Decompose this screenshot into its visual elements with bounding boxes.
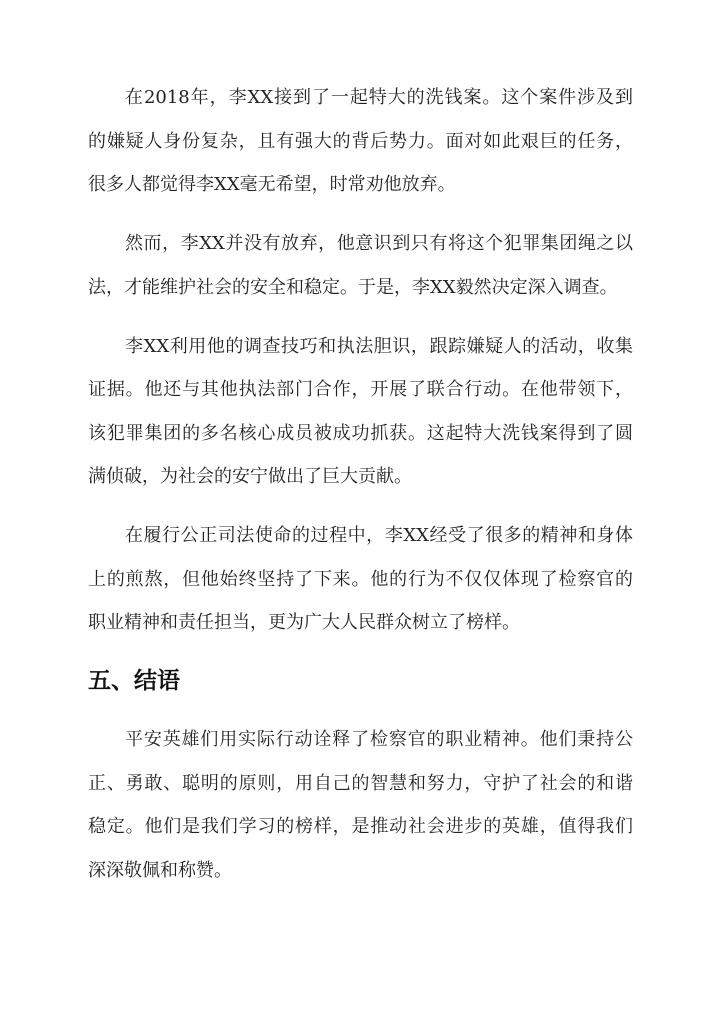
paragraph [88, 76, 633, 207]
text-line: 稳定。他们是我们学习的榜样，是推动社会进步的英雄，值得我们 [88, 816, 633, 837]
text-line: 深深敬佩和称赞。 [88, 859, 232, 881]
text-line: 法，才能维护社会的安全和稳定。于是，李XX毅然决定深入调查。 [88, 276, 618, 298]
body-text-section [88, 76, 633, 645]
paragraph [88, 514, 633, 645]
text-line: 职业精神和责任担当，更为广大人民群众树立了榜样。 [88, 612, 520, 633]
text-line: 证据。他还与其他执法部门合作，开展了联合行动。在他带领下， [88, 379, 633, 400]
text-line: 的嫌疑人身份复杂，且有强大的背后势力。面对如此艰巨的任务， [88, 130, 633, 152]
conclusion-section [88, 718, 633, 892]
text-line: 在履行公正司法使命的过程中，李XX经受了很多的精神和身体 [125, 525, 633, 546]
text-line: 李XX利用他的调查技巧和执法胆识，跟踪嫌疑人的活动，收集 [125, 335, 633, 357]
document-page [88, 76, 633, 908]
text-line: 正、勇敢、聪明的原则，用自己的智慧和努力，守护了社会的和谐 [88, 772, 633, 794]
paragraph [88, 325, 633, 499]
text-line: 然而，李XX并没有放弃，他意识到只有将这个犯罪集团绳之以 [125, 233, 633, 254]
text-line: 该犯罪集团的多名核心成员被成功抓获。这起特大洗钱案得到了圆 [88, 422, 633, 444]
text-line: 满侦破，为社会的安宁做出了巨大贡献。 [88, 466, 412, 487]
text-line: 很多人都觉得李XX毫无希望，时常劝他放弃。 [88, 174, 456, 195]
text-line: 上的煎熬，但他始终坚持了下来。他的行为不仅仅体现了检察官的 [88, 568, 633, 590]
paragraph [88, 718, 633, 892]
text-line: 在2018年，李XX接到了一起特大的洗钱案。这个案件涉及到 [125, 87, 633, 108]
paragraph [88, 222, 633, 309]
text-line: 平安英雄们用实际行动诠释了检察官的职业精神。他们秉持公 [125, 729, 633, 750]
section-heading: 五、结语 [88, 667, 180, 694]
